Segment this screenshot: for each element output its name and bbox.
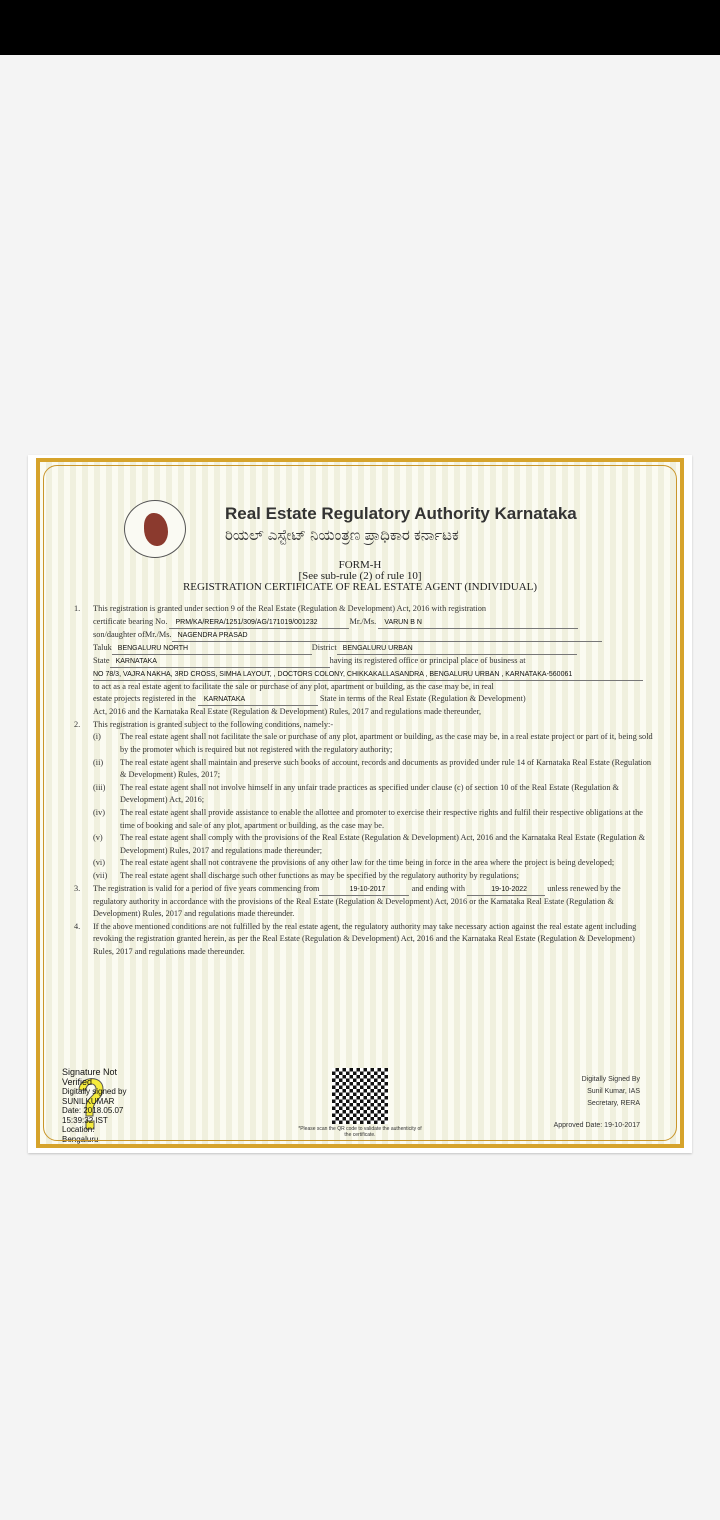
condition-item [74, 757, 654, 782]
signed-by-name: Sunil Kumar, IAS [587, 1088, 640, 1095]
certificate-body [74, 603, 654, 958]
signature-line: Digitally signed by [62, 1087, 127, 1096]
label: State [93, 655, 110, 665]
condition-text: The real estate agent shall discharge such other functions as may be specified by the regulatory authority by regulations; [120, 870, 519, 880]
project-state: KARNATAKA [198, 695, 318, 706]
condition-item [74, 832, 654, 857]
signature-status: Signature Not Verified [62, 1067, 118, 1087]
certificate [36, 458, 684, 1148]
state: KARNATAKA [110, 657, 330, 668]
document-viewer[interactable] [0, 55, 720, 1520]
form-name: FORM-H [338, 559, 382, 571]
condition-item [74, 731, 654, 756]
form-rule: [See sub-rule (2) of rule 10] [298, 570, 422, 582]
registration-number: PRM/KA/RERA/1251/309/AG/171019/001232 [169, 618, 349, 629]
rera-karnataka-logo [124, 500, 186, 558]
condition-number: (vi) [93, 858, 105, 868]
item3-text: unless renewed by the regulatory authority in accordance with the provisions of the Real Estate (Regulation & Development) Act, 2016 or the Karnataka Real Estate (Regulation & Development) Rules, 2017 and regulations made thereunder. [93, 883, 621, 919]
condition-number: (v) [93, 833, 103, 843]
label: Taluk [93, 642, 112, 652]
document-page [28, 455, 692, 1153]
condition-item [74, 870, 654, 883]
label: son/daughter ofMr./Ms. [93, 629, 172, 639]
label: State in terms of the Real Estate (Regulation & Development) [319, 694, 526, 704]
label: certificate bearing No. [93, 616, 168, 626]
conditions-list [74, 731, 654, 882]
condition-item [74, 807, 654, 832]
condition-text: The real estate agent shall not contravene the provisions of any other law for the time being in force in the area where the project is being developed; [120, 858, 615, 868]
item1-text: This registration is granted under section 9 of the Real Estate (Regulation & Development) Act, 2016 with registration [93, 604, 487, 613]
item1-text: to act as a real estate agent to facilitate the sale or purchase of any plot, apartment or building, as the case may be, in real [93, 681, 494, 691]
signature-date: Date: 2018.05.07 [62, 1106, 124, 1115]
valid-until: 19-10-2022 [467, 885, 545, 896]
signature-location: Bengaluru [62, 1134, 99, 1144]
agent-name: VARUN B N [378, 618, 578, 629]
condition-text: The real estate agent shall maintain and preserve such books of account, records and documents as provided under rule 14 of Karnataka Real Estate (Regulation & Development) Rules, 2017; [120, 757, 652, 780]
condition-text: The real estate agent shall not facilitate the sale or purchase of any plot, apartment or building, as the case may be, in a real estate project or part of it, being sold by the promoter which is required but not registered with the regulatory authority; [120, 732, 653, 754]
condition-text: The real estate agent shall provide assistance to enable the allottee and promoter to exercise their respective rights and fulfil their respective obligations at the time of booking and sale of any plot, apartment or building, as the case may be. [120, 807, 643, 830]
digital-signature-info [554, 1074, 640, 1132]
item-number: 1. [74, 604, 81, 613]
item-number: 3. [74, 883, 81, 893]
address: NO 78/3, VAJRA NAKHA, 3RD CROSS, SIMHA LAYOUT, , DOCTORS COLONY, CHIKKAKALLASANDRA , BENGALURU URBAN , KARNATAKA-560061 [93, 670, 643, 681]
taluk: BENGALURU NORTH [112, 644, 312, 655]
item4-text: If the above mentioned conditions are not fulfilled by the real estate agent, the regulatory authority may take necessary action against the real estate agent including revoking the registration granted herein, as per the Real Estate (Regulation & Development) Act, 2016 and the Karnataka Real Estate (Regulation & Development) Rules, 2017 and regulations made thereunder. [93, 921, 637, 956]
signature-line: Location: [62, 1125, 95, 1134]
condition-number: (iii) [93, 782, 106, 792]
item-number: 2. [74, 719, 81, 729]
qr-note: *Please scan the QR code to validate the authenticity of the certificate. [298, 1126, 422, 1138]
signed-by-label: Digitally Signed By [581, 1076, 640, 1083]
condition-text: The real estate agent shall comply with the provisions of the Real Estate (Regulation & Development) Act, 2016 and the Karnataka Real Estate (Regulation & Development) Rules, 2017 and regulations made thereunder; [120, 833, 646, 855]
signature-time: 15:39:32 IST [62, 1115, 108, 1125]
condition-number: (iv) [93, 807, 105, 817]
condition-number: (vii) [93, 870, 108, 880]
label: District [311, 642, 337, 652]
item1-text: Act, 2016 and the Karnataka Real Estate (Regulation & Development) Rules, 2017 and regulations made thereunder, [93, 707, 482, 717]
signed-by-title: Secretary, RERA [587, 1100, 640, 1107]
condition-number: (i) [93, 732, 101, 742]
signer-name: SUNILKUMAR [62, 1096, 115, 1106]
parent-name: NAGENDRA PRASAD [172, 631, 602, 642]
certificate-heading: REGISTRATION CERTIFICATE OF REAL ESTATE AGENT (INDIVIDUAL) [182, 581, 538, 593]
authority-title: Real Estate Regulatory Authority Karnataka [225, 504, 577, 523]
label: The registration is valid for a period of five years commencing from [93, 883, 320, 893]
valid-from: 19-10-2017 [319, 885, 409, 896]
item2-text: This registration is granted subject to the following conditions, namely:- [93, 719, 334, 729]
district: BENGALURU URBAN [337, 644, 577, 655]
label: Mr./Ms. [349, 616, 377, 626]
authority-title-kannada: ರಿಯಲ್ ಎಸ್ಟೇಟ್ ನಿಯಂತ್ರಣ ಪ್ರಾಧಿಕಾರ ಕರ್ನಾಟಕ [225, 527, 459, 544]
item-number: 4. [74, 921, 81, 931]
approved-date: Approved Date: 19-10-2017 [553, 1122, 640, 1129]
signature-block[interactable] [62, 1068, 142, 1144]
condition-item [74, 857, 654, 870]
label: and ending with [411, 883, 466, 893]
label: estate projects registered in the [93, 694, 196, 704]
qr-code [332, 1068, 388, 1124]
label: having its registered office or principal place of business at [329, 655, 526, 665]
condition-item [74, 782, 654, 807]
condition-number: (ii) [93, 757, 104, 767]
condition-text: The real estate agent shall not involve himself in any unfair trade practices as specified under clause (c) of section 10 of the Real Estate (Regulation & Development) Act, 2016; [120, 782, 620, 805]
status-bar [0, 0, 720, 55]
